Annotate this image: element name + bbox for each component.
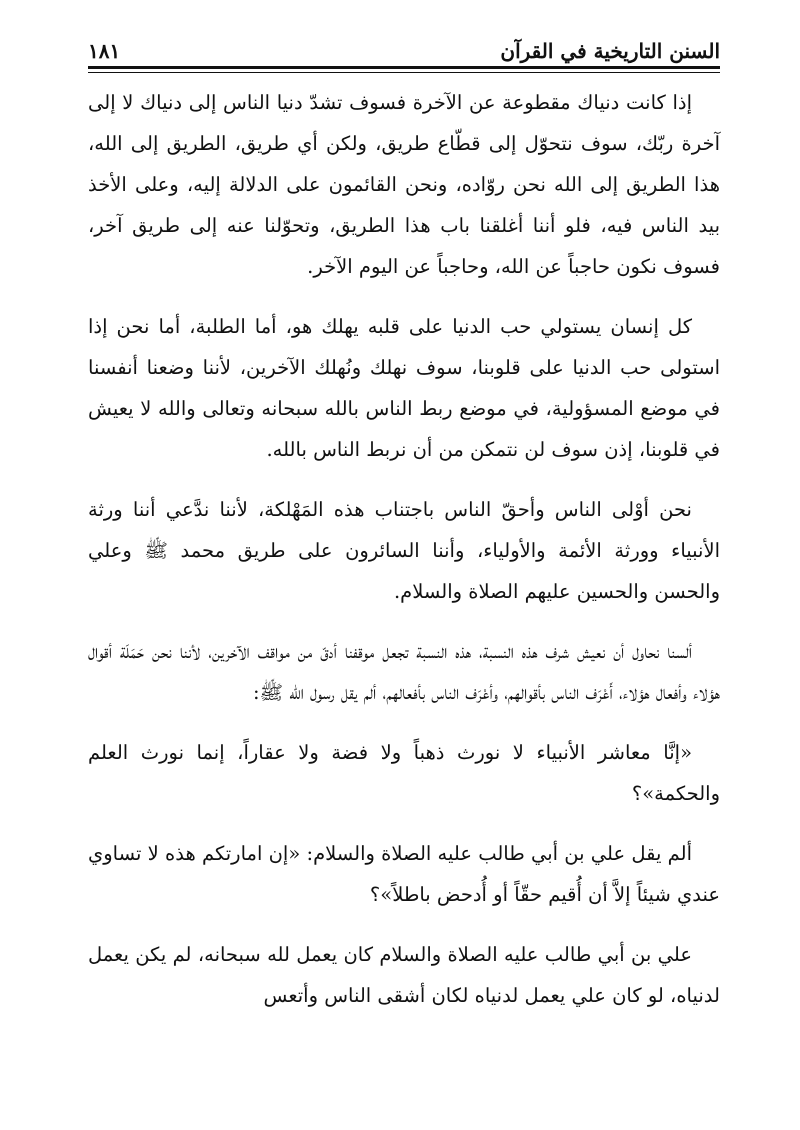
paragraph-4: ألسنا نحاول أن نعيش شرف هذه النسبة، هذه النسبة تجعل موقفنا أدقّ من مواقف الآخرين، لأننا نحن حَمَلَة أقوال هؤلاء وأفعال هؤلاء، أَعْرَف الناس بأقوالهم، وأعْرَف الناس بأفعالهم، ألم يقل رسول الله ﷺ: [88, 640, 720, 704]
page-number: ١٨١ [88, 39, 121, 63]
paragraph-3: نحن أوْلى الناس وأحقّ الناس باجتناب هذه المَهْلكة، لأننا ندَّعي أننا ورثة الأنبياء وورثة الأئمة والأولياء، وأننا السائرون على طريق محمد ﷺ وعلي والحسن والحسين عليهم الصلاة والسلام. [88, 498, 720, 603]
running-header [88, 38, 720, 68]
quote-ali: ألم يقل علي بن أبي طالب عليه الصلاة والسلام: «إن امارتكم هذه لا تساوي عندي شيئاً إلاَّ أن أُقيم حقّاً أو أُدحض باطلاً»؟ [88, 842, 720, 906]
paragraph-1: إذا كانت دنياك مقطوعة عن الآخرة فسوف تشدّ دنيا الناس إلى دنياك لا إلى آخرة ربّك، سوف نتحوّل إلى قطّاع طريق، ولكن أي طريق، الطريق إلى الله، هذا الطريق إلى الله نحن روّاده، ونحن القائمون على الدلالة إليه، وعلى الأخذ بيد الناس فيه، فلو أننا أغلقنا باب هذا الطريق، وتحوّلنا عنه إلى طريق آخر، فسوف نكون حاجباً عن الله، وحاجباً عن اليوم الآخر. [88, 91, 720, 278]
body-text [88, 82, 720, 1035]
running-title: السنن التاريخية في القرآن [500, 39, 720, 63]
header-rule-thick [88, 66, 720, 69]
paragraph-7: علي بن أبي طالب عليه الصلاة والسلام كان يعمل لله سبحانه، لم يكن يعمل لدنياه، لو كان علي يعمل لدنياه لكان أشقى الناس وأتعس [88, 943, 720, 1007]
header-rule-thin [88, 72, 720, 73]
quote-hadith: «إنَّا معاشر الأنبياء لا نورث ذهباً ولا فضة ولا عقاراً، إنما نورث العلم والحكمة»؟ [88, 741, 720, 805]
paragraph-2: كل إنسان يستولي حب الدنيا على قلبه يهلك هو، أما الطلبة، أما نحن إذا استولى حب الدنيا على قلوبنا، سوف نهلك ونُهلك الآخرين، لأننا وضعنا أنفسنا في موضع المسؤولية، في موضع ربط الناس بالله سبحانه وتعالى والله لا يعيش في قلوبنا، إذن سوف لن نتمكن من أن نربط الناس بالله. [88, 315, 720, 461]
